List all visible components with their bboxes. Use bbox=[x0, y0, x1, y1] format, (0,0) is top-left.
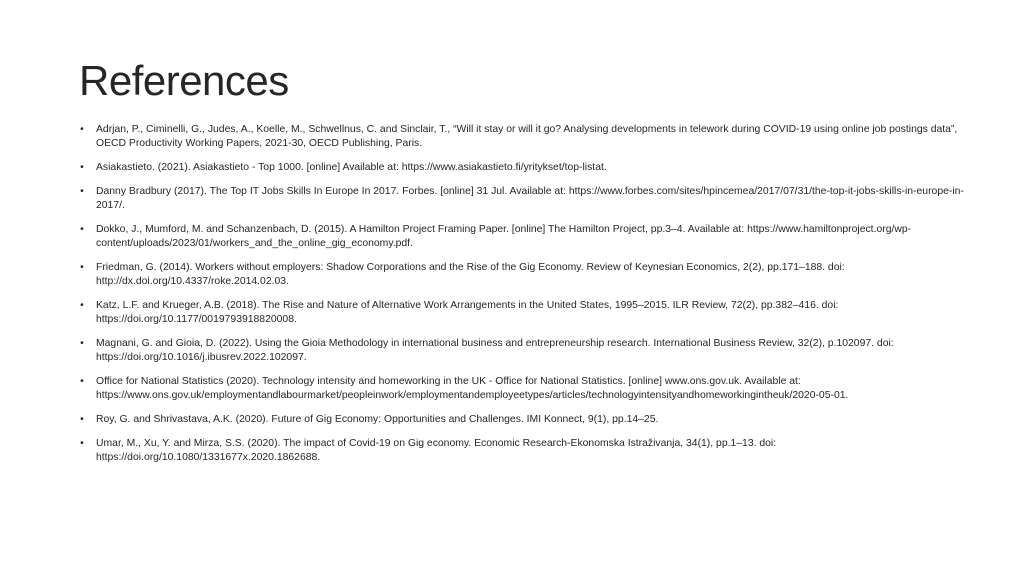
bullet-icon: • bbox=[80, 224, 84, 235]
reference-item bbox=[80, 337, 965, 365]
reference-item bbox=[80, 375, 965, 403]
slide-title: References bbox=[79, 57, 289, 104]
reference-text: Office for National Statistics (2020). Technology intensity and homeworking in the UK - Office for National Statistics. [online] www.ons.gov.uk. Available at: https://www.ons.gov.uk/employmentandlabourmarket/peopleinwork/employmentandemployeetypes/articles/technologyintensityandhomeworkingintheuk/2020-05-01. bbox=[96, 376, 849, 401]
bullet-icon: • bbox=[80, 300, 84, 311]
bullet-icon: • bbox=[80, 438, 84, 449]
bullet-icon: • bbox=[80, 414, 84, 425]
reference-item bbox=[80, 123, 965, 151]
reference-text: Umar, M., Xu, Y. and Mirza, S.S. (2020). The impact of Covid-19 on Gig economy. Economic Research-Ekonomska Istraživanja, 34(1), pp.1–13. doi: https://doi.org/10.1080/1331677x.2020.1862688. bbox=[96, 438, 777, 463]
bullet-icon: • bbox=[80, 162, 84, 173]
reference-item bbox=[80, 185, 965, 213]
reference-text: Danny Bradbury (2017). The Top IT Jobs Skills In Europe In 2017. Forbes. [online] 31 Jul. Available at: https://www.forbes.com/sites/hpincemea/2017/07/31/the-top-it-jobs-skills-in-europe-in-2017/. bbox=[96, 186, 964, 211]
reference-item bbox=[80, 223, 965, 251]
bullet-icon: • bbox=[80, 262, 84, 273]
bullet-icon: • bbox=[80, 186, 84, 197]
reference-text: Dokko, J., Mumford, M. and Schanzenbach, D. (2015). A Hamilton Project Framing Paper. [online] The Hamilton Project, pp.3–4. Available at: https://www.hamiltonproject.org/wp-content/uploads/2023/01/workers_and_the_online_gig_economy.pdf. bbox=[96, 224, 912, 249]
reference-item bbox=[80, 161, 965, 175]
reference-item bbox=[80, 413, 965, 427]
bullet-icon: • bbox=[80, 376, 84, 387]
bullet-icon: • bbox=[80, 338, 84, 349]
reference-list bbox=[80, 123, 965, 475]
reference-text: Adrjan, P., Ciminelli, G., Judes, A., Koelle, M., Schwellnus, C. and Sinclair, T., “Will it stay or will it go? Analysing developments in telework during COVID-19 using online job postings data”, OECD Productivity Working Papers, 2021-30, OECD Publishing, Paris. bbox=[96, 124, 958, 149]
bullet-icon: • bbox=[80, 124, 84, 135]
reference-text: Roy, G. and Shrivastava, A.K. (2020). Future of Gig Economy: Opportunities and Challenges. IMI Konnect, 9(1), pp.14–25. bbox=[96, 414, 659, 425]
reference-text: Katz, L.F. and Krueger, A.B. (2018). The Rise and Nature of Alternative Work Arrangements in the United States, 1995–2015. ILR Review, 72(2), pp.382–416. doi: https://doi.org/10.1177/0019793918820008. bbox=[96, 300, 839, 325]
reference-item bbox=[80, 261, 965, 289]
reference-text: Asiakastieto. (2021). Asiakastieto - Top 1000. [online] Available at: https://www.asiakastieto.fi/yritykset/top-listat. bbox=[96, 162, 607, 173]
reference-text: Magnani, G. and Gioia, D. (2022). Using the Gioia Methodology in international business and entrepreneurship research. International Business Review, 32(2), p.102097. doi: https://doi.org/10.1016/j.ibusrev.2022.102097. bbox=[96, 338, 894, 363]
reference-item bbox=[80, 299, 965, 327]
reference-item bbox=[80, 437, 965, 465]
reference-text: Friedman, G. (2014). Workers without employers: Shadow Corporations and the Rise of the Gig Economy. Review of Keynesian Economics, 2(2), pp.171–188. doi: http://dx.doi.org/10.4337/roke.2014.02.03. bbox=[96, 262, 845, 287]
